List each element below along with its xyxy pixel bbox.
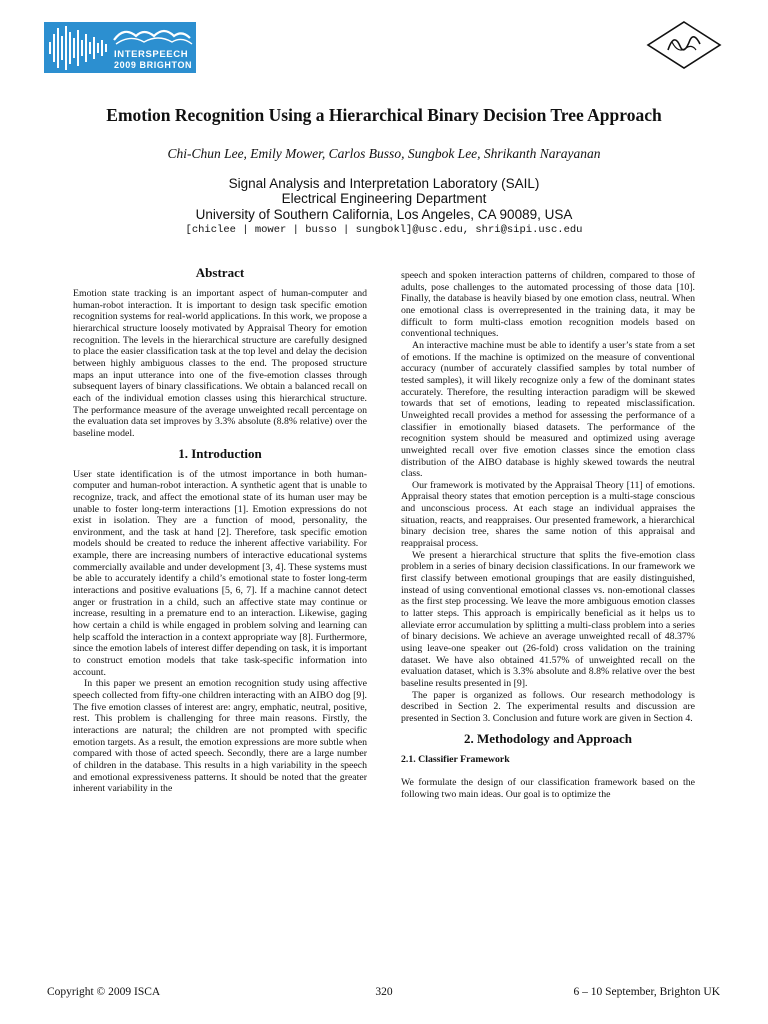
- affiliation-university: University of Southern California, Los Angeles, CA 90089, USA: [195, 207, 573, 222]
- intro-paragraph-7: The paper is organized as follows. Our research methodology is described in Section 2. The experimental results and discussion are presented in Section 3. Conclusion and future work are given in Section 4.: [401, 689, 695, 724]
- author-emails: [chiclee | mower | busso | sungbokl]@usc.edu, shri@sipi.usc.edu: [185, 224, 583, 236]
- interspeech-logo: [44, 22, 196, 73]
- footer-event: 6 – 10 September, Brighton UK: [573, 986, 720, 998]
- paper-authors: Chi-Chun Lee, Emily Mower, Carlos Busso, Sungbok Lee, Shrikanth Narayanan: [167, 146, 601, 161]
- intro-paragraph-4: An interactive machine must be able to identify a user’s state from a set of emotions. If the machine is optimized on the measure of conventional accuracy (number of accurately classified samples by total number of tested samples), it will likely recognize only a few of the dominant states accurately. Therefore, the resulting interaction paradigm will be skewed towards that set of emotions, leading to repeated misclassification. Unweighted recall provides a method for assessing the performance of a classifier in emotionally biased datasets. The performance of the recognition system should be measured and optimized using average unweighted recall over five emotion classes since the emotion class distribution of the AIBO database is highly skewed towards the neutral class.: [401, 339, 695, 480]
- left-column: [73, 266, 367, 795]
- abstract-heading: Abstract: [195, 265, 245, 280]
- affiliation-lab: Signal Analysis and Interpretation Laboratory (SAIL): [228, 176, 540, 191]
- intro-paragraph-5: Our framework is motivated by the Appraisal Theory [11] of emotions. Appraisal theory states that emotion perception is a multi-stage conscious and unconscious process. At each stage an individual appraises the situation, reacts, and reappraises. Our presented framework, a hierarchical binary decision tree, shares the same notion of this appraisal and reappraisal process.: [401, 479, 695, 550]
- methodology-paragraph-1: We formulate the design of our classification framework based on the following two main ideas. Our goal is to optimize the: [401, 777, 695, 800]
- affiliation-department: Electrical Engineering Department: [281, 191, 487, 206]
- abstract-text: Emotion state tracking is an important aspect of human-computer and human-robot interaction. It is important to design task specific emotion recognition systems for real-world applications. In this work, we propose a hierarchical structure loosely motivated by Appraisal Theory for emotion recognition. The levels in the hierarchical structure are carefully designed to place the easier classification task at the top level and delay the decision between highly ambiguous classes to the end. The proposed structure maps an input utterance into one of the five-emotion classes through subsequent layers of binary classifications. We obtain a balanced recall on each of the individual emotion classes using this hierarchical structure. The performance measure of the average unweighted recall percentage on the evaluation data set improves by 3.3% absolute (8.8% relative) over the baseline model.: [73, 288, 367, 439]
- isca-logo-icon: [646, 20, 722, 70]
- conference-year: 2009 BRIGHTON: [114, 60, 193, 70]
- intro-paragraph-3: speech and spoken interaction patterns of children, compared to those of adults, pose challenges to the automated processing of those data [10]. Finally, the database is heavily biased by one emotion class, neutral. When one emotional class is overrepresented in the training data, it may be difficult to form multi-class emotion recognition models based on conventional techniques.: [401, 270, 695, 340]
- footer-page-number: 320: [375, 986, 393, 998]
- paper-title: Emotion Recognition Using a Hierarchical Binary Decision Tree Approach: [106, 105, 662, 125]
- intro-paragraph-1: User state identification is of the utmost importance in both human-computer and human-robot interaction. A synthetic agent that is unable to recognize, track, and affect the emotional state of its human user may be unable to foster long-term interactions [1]. Emotion expressions do not exist in isolation. They are a function of mood, personality, the environment, and the task at hand [2]. Therefore, task specific emotion models should be created to reduce the inherent affective variability. For example, there are increasing numbers of interactive educational systems commercially available and under development [3, 4]. These systems must be able to accurately identify a child’s emotional state to foster long-term interactions and positive evaluations [5, 6, 7]. If a machine cannot detect anger or frustration in a child, such an affective state may continue or increase, resulting in a premature end to an interaction. Likewise, gaging how certain a child is while engaged in problem solving and learning can help scaffold the interaction in a context appropriate way [8]. Furthermore, since the emotion labels of interest differ depending on task, it is important to construct emotion models that take task-specific information into account.: [73, 468, 367, 678]
- intro-paragraph-6: We present a hierarchical structure that splits the five-emotion class problem in a series of binary decision classifications. In our framework we first classify between emotional groupings that are easily distinguished, instead of using conventional emotional classes vs. non-emotional classes as the first step processing. We leave the more ambiguous emotion classes to latter steps. This approach is empirically beneficial as it helps us to alleviate error accumulation by splitting a multi-class problem into a series of binary decisions. We achieve an average unweighted recall of 48.37% using leave-one speaker out (26-fold) cross validation on the training dataset. We have also obtained 41.57% of unweighted recall on the evaluation dataset, which is 3.3% absolute and 8.8% relative over the best baseline results presented in [9].: [401, 549, 695, 689]
- conference-name: INTERSPEECH: [114, 49, 189, 60]
- right-column: [401, 270, 695, 801]
- intro-paragraph-2: In this paper we present an emotion recognition study using affective speech collected from fifty-one children interacting with an AIBO dog [9]. The five emotion classes of interest are: angry, emphatic, neutral, positive, rest. This problem is challenging for three main reasons. Firstly, the interactions are natural; the children are not prompted with specific emotion targets. As a result, the emotion expressions are more subtle when compared with those of acted speech. Secondly, there are a large number of children in the database. This results in a high variability in the speech and emotional expressiveness patterns. It should be noted that the greater inherent variability in the: [73, 678, 367, 795]
- introduction-heading: 1. Introduction: [178, 445, 262, 461]
- footer-copyright: Copyright © 2009 ISCA: [47, 986, 161, 998]
- methodology-heading: 2. Methodology and Approach: [463, 730, 633, 746]
- classifier-framework-heading: 2.1. Classifier Framework: [401, 753, 510, 765]
